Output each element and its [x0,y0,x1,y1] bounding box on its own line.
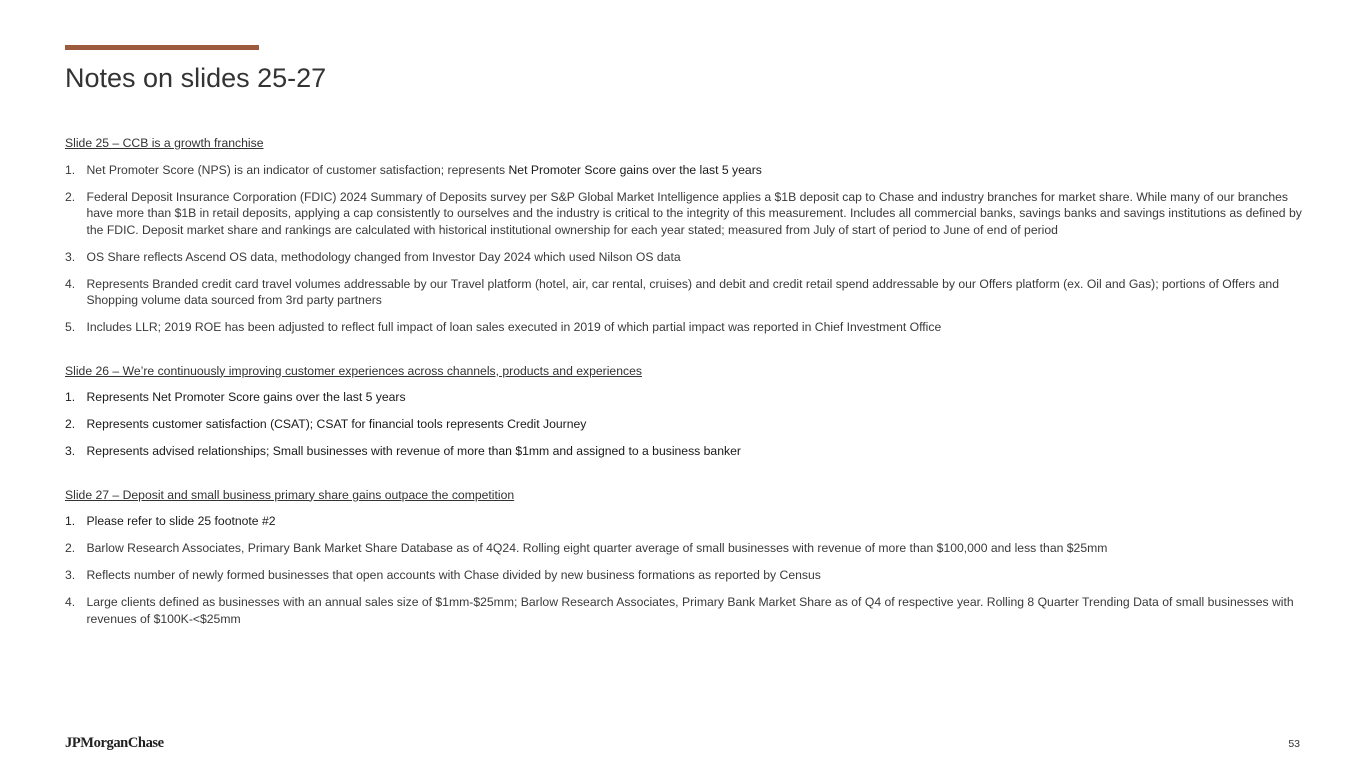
notes-section-slide-25 [65,135,1305,336]
footnote-item [65,416,1305,433]
footnote-number: 4. [65,276,76,291]
footnote-text: Please refer to slide 25 footnote #2 [86,514,276,528]
page-number: 53 [1288,738,1300,750]
title-accent-bar [65,45,259,50]
footnote-text: Represents customer satisfaction (CSAT); CSAT for financial tools represents Credit Journey [86,417,587,431]
footnote-item [65,594,1305,627]
footnote-number: 3. [65,568,76,582]
footnote-item [65,189,1305,239]
footnote-item [65,319,1305,336]
footnote-text: Reflects number of newly formed businesses that open accounts with Chase divided by new business formations as reported by Census [86,568,821,582]
footnote-text: Net Promoter Score (NPS) is an indicator of customer satisfaction; represents [86,162,509,177]
footnote-number: 1. [65,514,76,528]
footnote-number: 3. [65,444,76,458]
company-logo: JPMorganChase [65,735,164,751]
footnote-item [65,249,1305,266]
footnote-emphasis: Net Promoter Score gains over the last 5 years [508,162,762,177]
footnote-text: OS Share reflects Ascend OS data, methodology changed from Investor Day 2024 which used Nilson OS data [86,249,681,264]
footnote-number: 3. [65,249,76,264]
footnote-item [65,567,1305,584]
footnote-text: Represents advised relationships; Small businesses with revenue of more than $1mm and assigned to a business banker [86,444,741,458]
footnote-item [65,443,1305,460]
notes-section-slide-26 [65,363,1305,460]
footnote-text: Large clients defined as businesses with an annual sales size of $1mm-$25mm; Barlow Research Associates, Primary Bank Market Share as of Q4 of respective year. Rolling 8 Quarter Trending Data of small businesses with revenues of $100K-<$25mm [86,595,1294,626]
footnote-number: 4. [65,595,76,609]
footnote-item [65,162,1305,179]
footnote-number: 1. [65,162,76,177]
section-heading: Slide 26 – We’re continuously improving customer experiences across channels, products and experiences [65,363,642,378]
footnote-item [65,389,1305,406]
section-heading: Slide 25 – CCB is a growth franchise [65,136,264,150]
notes-content [65,135,1305,654]
page-title: Notes on slides 25-27 [65,63,327,93]
footnote-number: 5. [65,320,76,334]
footnote-list [65,389,1305,460]
section-heading: Slide 27 – Deposit and small business primary share gains outpace the competition [65,487,515,502]
footnote-item [65,276,1305,309]
footnote-text: Federal Deposit Insurance Corporation (FDIC) 2024 Summary of Deposits survey per S&P Global Market Intelligence applies a $1B deposit cap to Chase and industry branches for market share. While many of our branches have more than $1B in retail deposits, applying a cap consistently to ourselves and the industry is critical to the integrity of this measurement. Includes all commercial banks, savings banks and savings institutions as defined by the FDIC. Deposit market share and rankings are calculated with historical institutional ownership for each year stated; measured from July of start of period to June of end of period [86,189,1302,237]
footnote-number: 2. [65,541,76,555]
footnote-list [65,513,1305,627]
notes-section-slide-27 [65,487,1305,628]
footnote-text: Includes LLR; 2019 ROE has been adjusted to reflect full impact of loan sales executed in 2019 of which partial impact was reported in Chief Investment Office [86,320,942,334]
footnote-text: Represents Net Promoter Score gains over the last 5 years [86,390,406,404]
footnote-number: 1. [65,390,76,404]
footnote-text: Barlow Research Associates, Primary Bank Market Share Database as of 4Q24. Rolling eight quarter average of small businesses with revenue of more than $100,000 and less than $25mm [86,541,1108,555]
footnote-number: 2. [65,189,76,204]
footnote-number: 2. [65,417,76,431]
footnote-list [65,162,1305,336]
footnote-text: Represents Branded credit card travel volumes addressable by our Travel platform (hotel, air, car rental, cruises) and debit and credit retail spend addressable by our Offers platform (ex. Oil and Gas); portions of Offers and Shopping volume data sourced from 3rd party partners [86,276,1279,307]
footnote-item [65,540,1305,557]
footnote-item [65,513,1305,530]
